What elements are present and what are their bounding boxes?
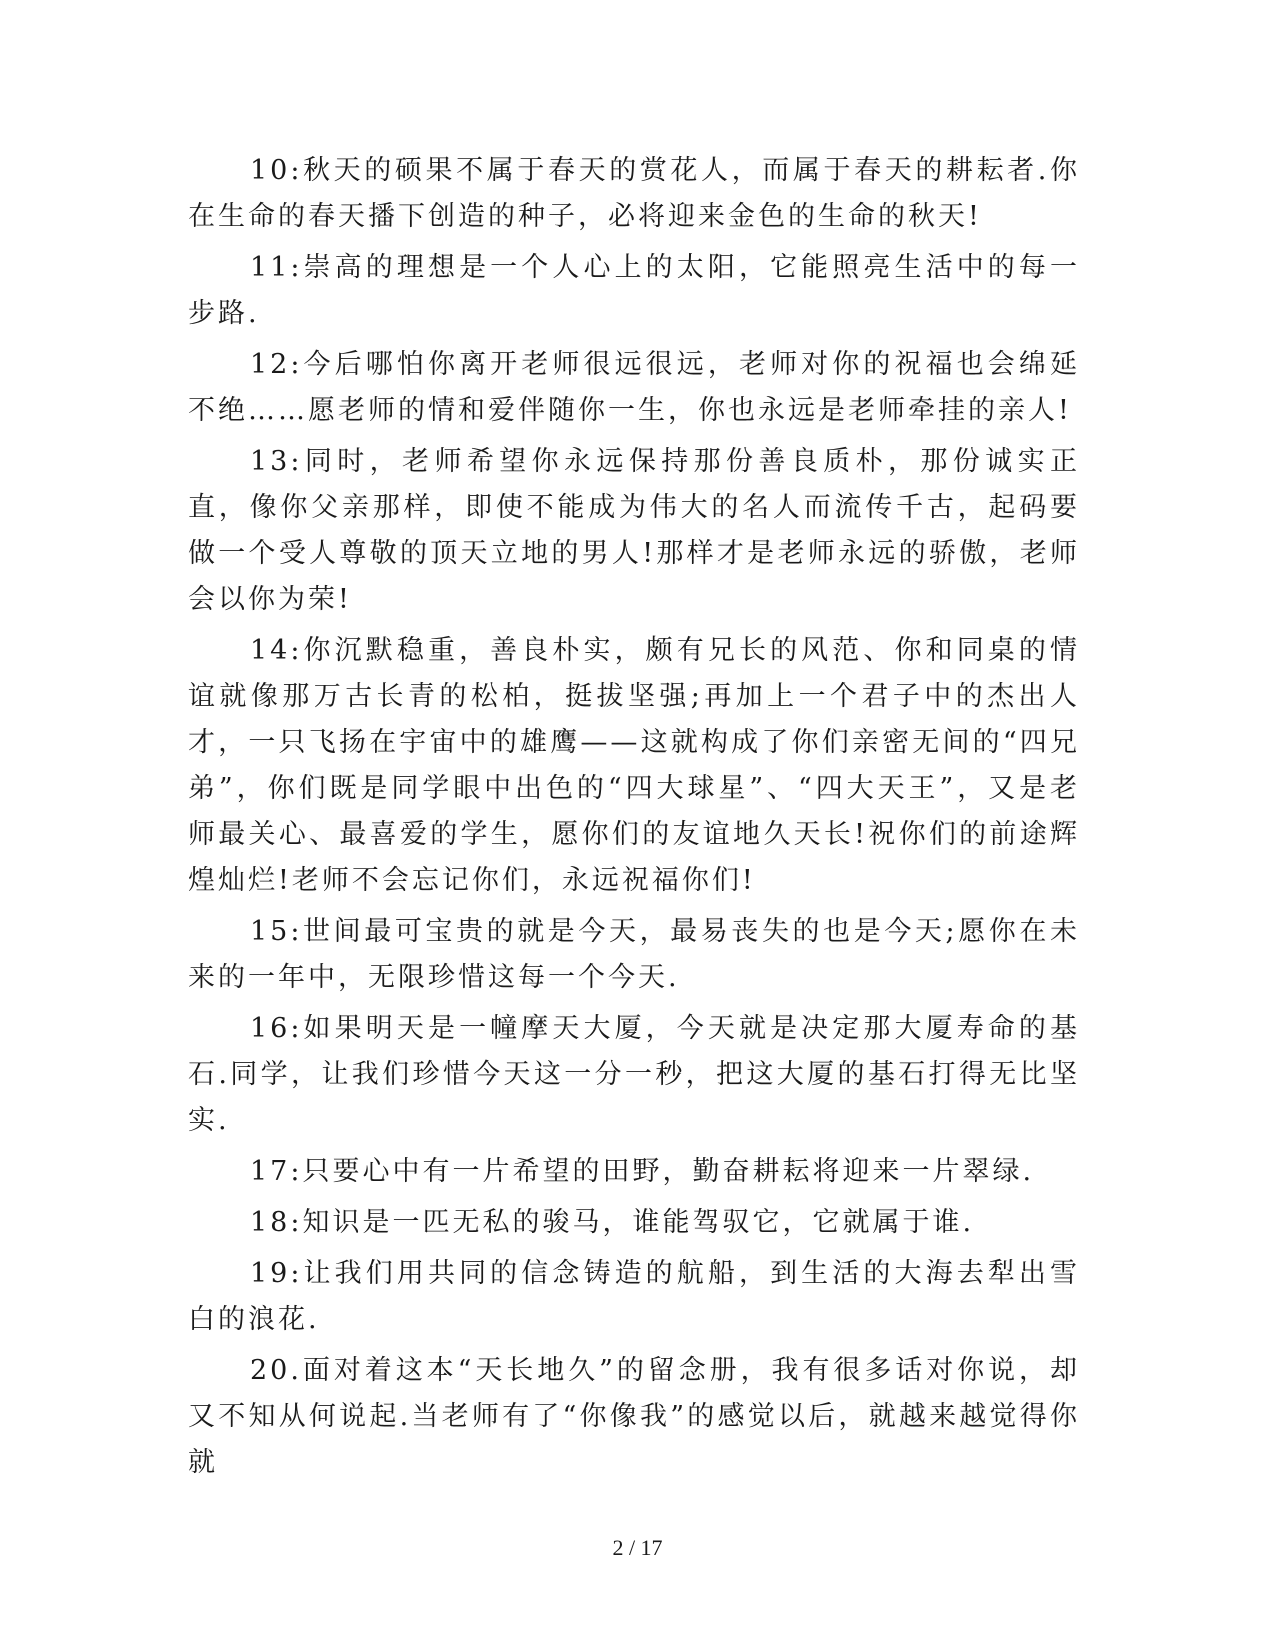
paragraph-19: 19:让我们用共同的信念铸造的航船，到生活的大海去犁出雪白的浪花.: [188, 1258, 1080, 1335]
document-body: [188, 148, 1080, 1491]
page-number: 2 / 17: [612, 1535, 663, 1560]
paragraph-16: 16:如果明天是一幢摩天大厦，今天就是决定那大厦寿命的基石.同学，让我们珍惜今天这一分一秒，把这大厦的基石打得无比坚实.: [188, 1013, 1080, 1136]
paragraph-13: 13:同时，老师希望你永远保持那份善良质朴，那份诚实正直，像你父亲那样，即使不能成为伟大的名人而流传千古，起码要做一个受人尊敬的顶天立地的男人!那样才是老师永远的骄傲，老师会以你为荣!: [188, 446, 1080, 615]
paragraph-12: 12:今后哪怕你离开老师很远很远，老师对你的祝福也会绵延不绝……愿老师的情和爱伴随你一生，你也永远是老师牵挂的亲人!: [188, 349, 1080, 426]
paragraph-11: 11:崇高的理想是一个人心上的太阳，它能照亮生活中的每一步路.: [188, 252, 1080, 329]
paragraph-20: 20.面对着这本“天长地久”的留念册，我有很多话对你说，却又不知从何说起.当老师有了“你像我”的感觉以后，就越来越觉得你就: [188, 1355, 1080, 1478]
paragraph-15: 15:世间最可宝贵的就是今天，最易丧失的也是今天;愿你在未来的一年中，无限珍惜这每一个今天.: [188, 916, 1080, 993]
paragraph-17: 17:只要心中有一片希望的田野，勤奋耕耘将迎来一片翠绿.: [250, 1156, 1035, 1187]
paragraph-10: 10:秋天的硕果不属于春天的赏花人，而属于春天的耕耘者.你在生命的春天播下创造的种子，必将迎来金色的生命的秋天!: [188, 155, 1080, 232]
paragraph-14: 14:你沉默稳重，善良朴实，颇有兄长的风范、你和同桌的情谊就像那万古长青的松柏，挺拔坚强;再加上一个君子中的杰出人才，一只飞扬在宇宙中的雄鹰——这就构成了你们亲密无间的“四兄弟”，你们既是同学眼中出色的“四大球星”、“四大天王”，又是老师最关心、最喜爱的学生，愿你们的友谊地久天长!祝你们的前途辉煌灿烂!老师不会忘记你们，永远祝福你们!: [188, 635, 1080, 896]
paragraph-18: 18:知识是一匹无私的骏马，谁能驾驭它，它就属于谁.: [250, 1207, 975, 1238]
